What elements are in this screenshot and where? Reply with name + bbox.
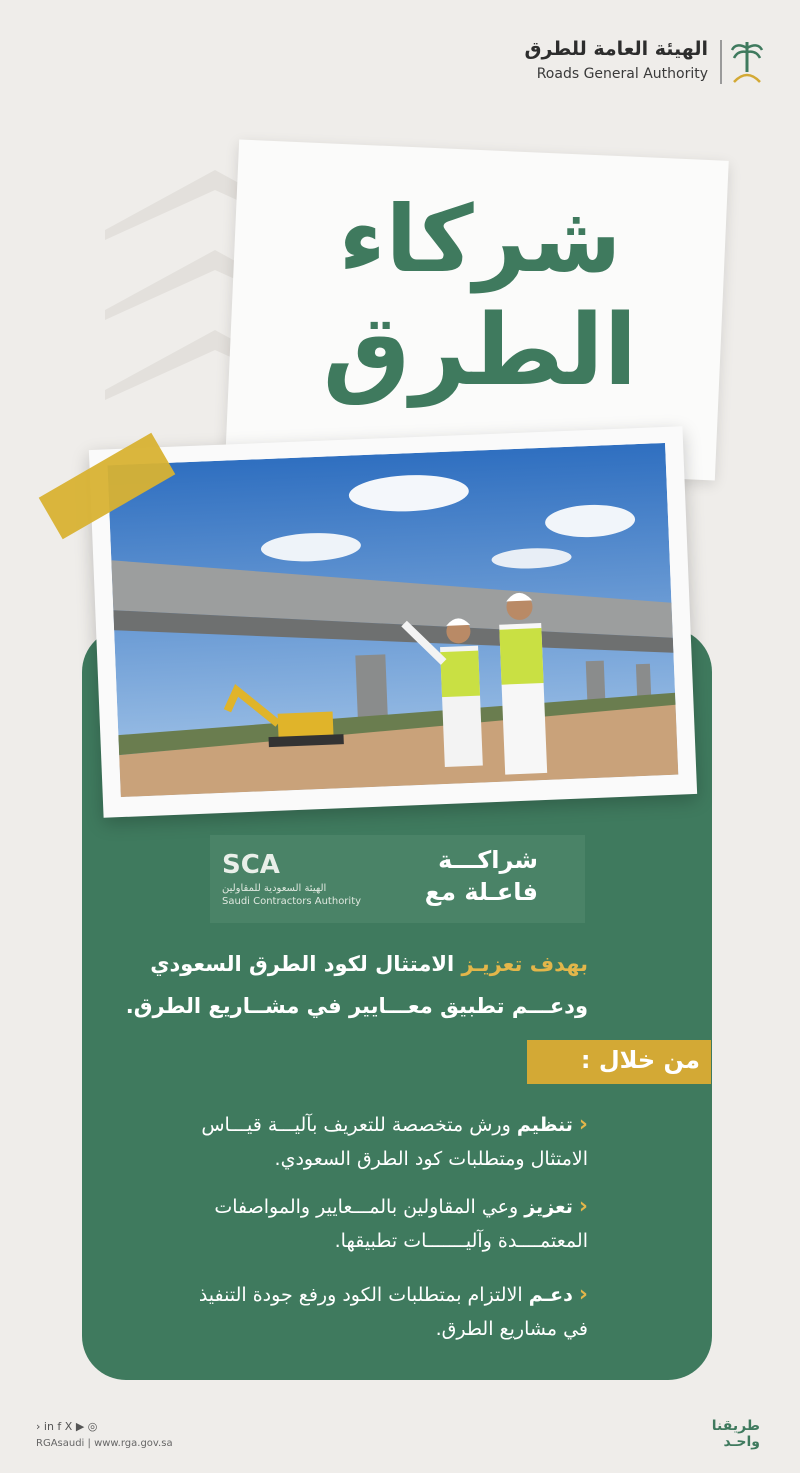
slogan-line-2: واحـد xyxy=(723,1434,760,1450)
intro-highlight: تعزيـز xyxy=(461,952,523,976)
chevron-left-icon: ‹ xyxy=(578,1112,588,1137)
list-item xyxy=(168,1190,588,1258)
logo-divider xyxy=(720,40,722,84)
org-name-arabic: الهيئة العامة للطرق xyxy=(524,38,708,60)
title-line-2: الطرق xyxy=(322,294,638,408)
bullet-text: وعي المقاولين بالمـــعايير والمواصفات xyxy=(214,1196,519,1218)
bullet-text: ورش متخصصة للتعريف بآليـــة قيـــاس xyxy=(201,1114,511,1136)
bullet-keyword: تنظيم xyxy=(516,1114,573,1136)
slogan-line-1: طريقنا xyxy=(711,1418,760,1434)
intro-line-2: ودعـــم تطبيق معـــايير في مشــاريع الطرق. xyxy=(125,994,588,1018)
sca-name-english: Saudi Contractors Authority xyxy=(222,896,362,907)
photo-frame xyxy=(89,426,697,818)
slogan xyxy=(712,1418,760,1450)
sca-logo: SCA xyxy=(222,850,280,880)
bullet-text: الامتثال ومتطلبات كود الطرق السعودي. xyxy=(274,1148,588,1170)
intro-rest: الامتثال لكود الطرق السعودي xyxy=(150,952,455,976)
through-label: من خلال : xyxy=(580,1046,700,1074)
page-title xyxy=(300,185,660,407)
org-name-english: Roads General Authority xyxy=(536,66,708,82)
list-item xyxy=(168,1108,588,1176)
chevron-left-icon: ‹ xyxy=(578,1282,588,1307)
partnership-label-line-1: شراكـــة xyxy=(438,846,538,874)
list-item xyxy=(168,1278,588,1346)
intro-prefix: بهدف xyxy=(529,952,588,976)
engineers-bridge-photo xyxy=(107,443,678,797)
partnership-label-line-2: فاعـلة مع xyxy=(424,878,538,906)
palm-swords-icon xyxy=(730,38,764,86)
title-line-1: شركاء xyxy=(338,186,622,293)
social-icons[interactable]: › in f X ▶ ◎ xyxy=(36,1420,98,1433)
bullet-keyword: دعـم xyxy=(528,1284,573,1306)
intro-line-1 xyxy=(118,952,588,976)
bullet-keyword: تعزيز xyxy=(524,1196,573,1218)
chevron-left-icon: ‹ xyxy=(578,1194,588,1219)
footer-handle-link[interactable]: RGAsaudi | www.rga.gov.sa xyxy=(36,1438,173,1449)
bullet-text: الالتزام بمتطلبات الكود ورفع جودة التنفيذ xyxy=(198,1284,523,1306)
bullet-text: في مشاريع الطرق. xyxy=(435,1318,588,1340)
bullet-text: المعتمــــدة وآليـــــــات تطبيقها. xyxy=(334,1230,588,1252)
sca-name-arabic: الهيئة السعودية للمقاولين xyxy=(222,883,327,894)
